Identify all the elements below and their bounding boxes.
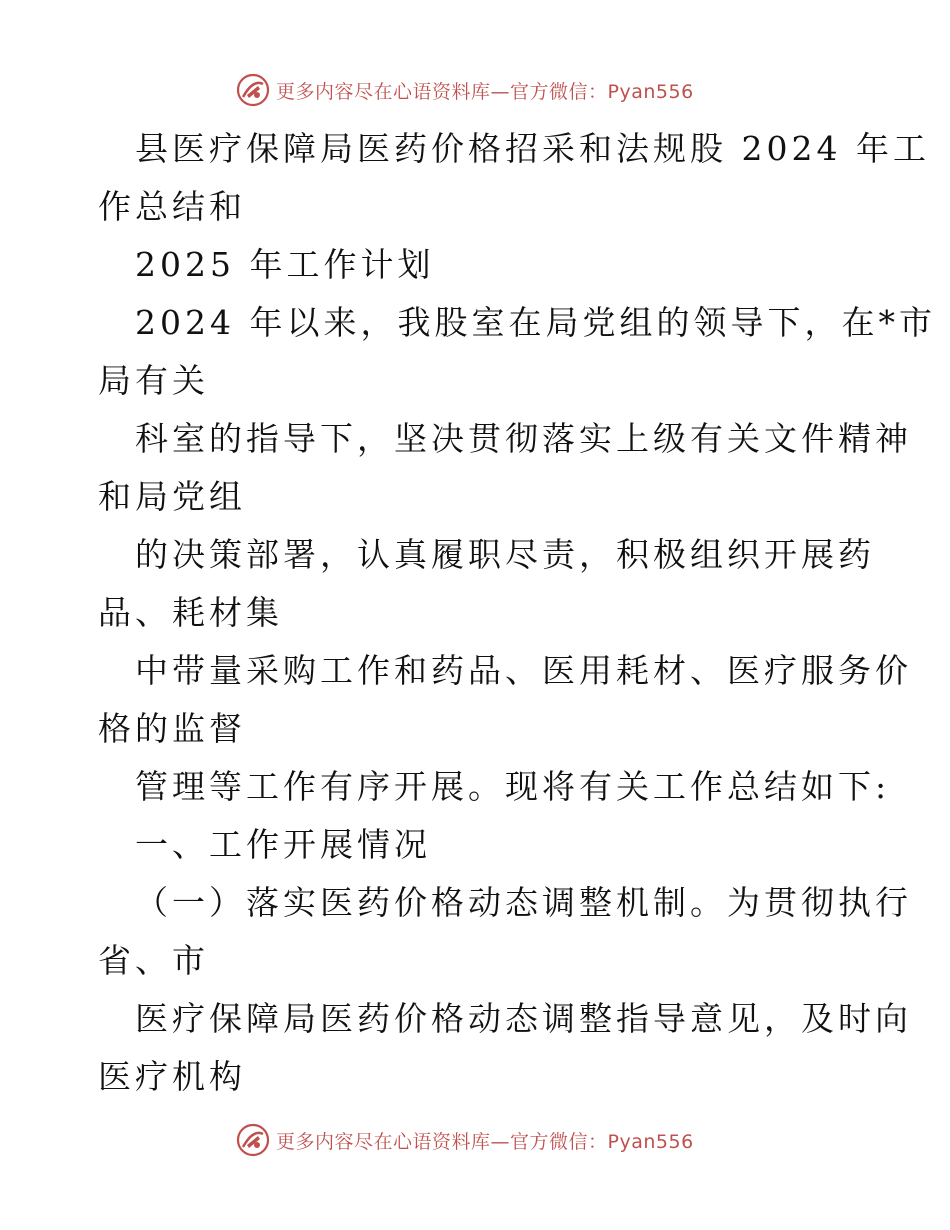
- text-line: 医疗保障局医药价格动态调整指导意见，及时向: [135, 999, 912, 1038]
- text-line: 中带量采购工作和药品、医用耗材、医疗服务价: [135, 651, 912, 690]
- text-line: 管理等工作有序开展。现将有关工作总结如下:: [135, 767, 891, 806]
- text-line: 作总结和: [98, 187, 246, 226]
- logo-icon: [236, 73, 270, 107]
- text-line: 格的监督: [98, 709, 246, 748]
- section-heading: 一、工作开展情况: [135, 825, 431, 864]
- watermark-footer: [236, 1122, 694, 1158]
- text-line: 局有关: [98, 361, 209, 400]
- text-line: 和局党组: [98, 477, 246, 516]
- text-line: 县医疗保障局医药价格招采和法规股 2024 年工: [135, 129, 930, 168]
- text-line: 省、市: [98, 941, 209, 980]
- text-line: 2025 年工作计划: [135, 245, 435, 284]
- watermark-text: 更多内容尽在心语资料库—官方微信：Pyan556: [276, 80, 694, 103]
- text-line: 2024 年以来，我股室在局党组的领导下，在*市: [135, 303, 936, 342]
- text-line: （一）落实医药价格动态调整机制。为贯彻执行: [135, 883, 912, 922]
- text-line: 科室的指导下，坚决贯彻落实上级有关文件精神: [135, 419, 912, 458]
- watermark-text: 更多内容尽在心语资料库—官方微信：Pyan556: [276, 1130, 694, 1153]
- text-line: 的决策部署，认真履职尽责，积极组织开展药: [135, 535, 875, 574]
- watermark-header: [236, 72, 694, 108]
- logo-icon: [236, 1123, 270, 1157]
- text-line: 医疗机构: [98, 1057, 246, 1096]
- text-line: 品、耗材集: [98, 593, 283, 632]
